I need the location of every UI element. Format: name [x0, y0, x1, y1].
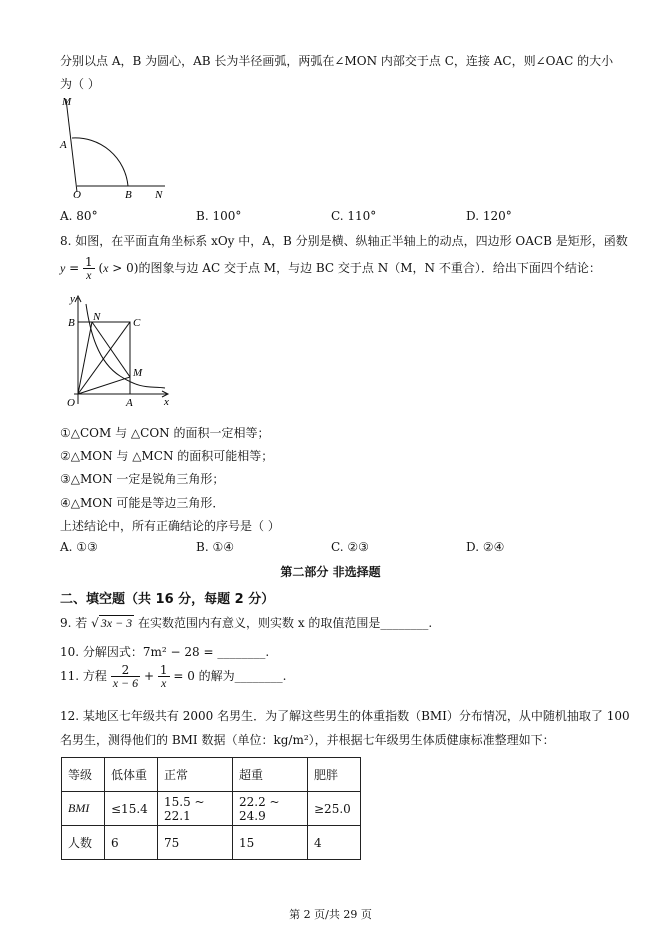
- q11-frac1-den: x − 6: [112, 676, 139, 690]
- seg-om: [78, 377, 130, 394]
- q8-question: 上述结论中，所有正确结论的序号是（ ）: [60, 519, 280, 533]
- seg-on: [78, 322, 92, 394]
- table-row: [62, 826, 361, 860]
- table-cell: 人数: [62, 826, 105, 860]
- q10: 10. 分解因式：7m² − 28 = ________.: [60, 645, 270, 659]
- q7-text-line2: 为（ ）: [60, 77, 100, 91]
- label-a8: A: [126, 397, 133, 409]
- ray-om: [66, 99, 77, 192]
- table-cell: 超重: [233, 758, 308, 792]
- q8-figure: [60, 292, 175, 412]
- label-x8: x: [164, 396, 169, 408]
- q8-text-line1: 8. 如图，在平面直角坐标系 xOy 中，A，B 分别是横、纵轴正半轴上的动点，四边形 OACB 是矩形，函数: [60, 234, 628, 248]
- q11-suffix: = 0 的解为________.: [173, 669, 287, 683]
- label-n: N: [155, 189, 163, 201]
- label-m: M: [62, 96, 72, 108]
- q8-text-line2: y = $\frac{1}{x}$ (x > 0)的图象与边 AC 交于点 M，与边 BC 交于点 N（M，N 不重合）．给出下面四个结论：: [60, 255, 601, 282]
- table-cell: 正常: [158, 758, 233, 792]
- page-footer: 第 2 页/共 29 页: [289, 908, 372, 921]
- q11-frac2-den: x: [161, 676, 167, 690]
- part2-title: 第二部分 非选择题: [280, 565, 381, 579]
- table-cell: BMI: [62, 792, 105, 826]
- q8-option-c: C. ②③: [331, 540, 369, 554]
- q8-option-d: D. ②④: [466, 540, 505, 554]
- table-cell: 75: [158, 826, 233, 860]
- label-m8: M: [133, 367, 143, 379]
- label-c8: C: [133, 317, 141, 329]
- table-cell: ≥25.0: [308, 792, 361, 826]
- table-cell: 4: [308, 826, 361, 860]
- q7-figure: [55, 94, 175, 204]
- table-row: [62, 758, 361, 792]
- label-n8: N: [93, 311, 101, 323]
- q11: [60, 664, 287, 689]
- label-o8: O: [67, 397, 75, 409]
- q12-text-line2: 名男生，测得他们的 BMI 数据（单位：kg/m²），并根据七年级男生体质健康标准整理如下：: [60, 733, 555, 747]
- table-cell: 15: [233, 826, 308, 860]
- q7-option-b: B. 100°: [196, 209, 242, 223]
- label-o: O: [73, 189, 81, 201]
- table-row: [62, 792, 361, 826]
- bmi-table: [61, 757, 361, 860]
- label-y: y: [70, 293, 75, 305]
- table-cell: ≤15.4: [105, 792, 158, 826]
- q9-radicand: 3x − 3: [100, 616, 133, 630]
- table-cell: 6: [105, 826, 158, 860]
- table-cell: 低体重: [105, 758, 158, 792]
- label-a: A: [60, 139, 67, 151]
- q11-plus: +: [144, 669, 155, 683]
- label-b: B: [125, 189, 132, 201]
- q7-option-c: C. 110°: [331, 209, 377, 223]
- section2-title: 二、填空题（共 16 分，每题 2 分）: [60, 592, 275, 607]
- q9-prefix: 9. 若: [60, 616, 88, 630]
- q8-statement-3: ③△MON 一定是锐角三角形；: [60, 472, 225, 486]
- label-b8: B: [68, 317, 75, 329]
- q11-frac1-num: 2: [111, 664, 140, 677]
- q9: 9. 若 √ 3x − 3 在实数范围内有意义，则实数 x 的取值范围是________.: [60, 616, 433, 630]
- arc: [72, 138, 128, 186]
- q7-option-d: D. 120°: [466, 209, 512, 223]
- q7-option-a: A. 80°: [60, 209, 98, 223]
- q7-text-line1: 分别以点 A，B 为圆心，AB 长为半径画弧，两弧在∠MON 内部交于点 C，连接 AC，则∠OAC 的大小: [60, 54, 614, 68]
- q8-statement-1: ①△COM 与 △CON 的面积一定相等；: [60, 426, 270, 440]
- q8-line2-rest: 的图象与边 AC 交于点 M，与边 BC 交于点 N（M，N 不重合）．给出下面四个结论：: [138, 261, 601, 275]
- q9-suffix: 在实数范围内有意义，则实数 x 的取值范围是________.: [138, 616, 433, 630]
- table-cell: 等级: [62, 758, 105, 792]
- q8-option-b: B. ①④: [196, 540, 234, 554]
- q11-frac2-num: 1: [159, 663, 168, 677]
- seg-oc: [78, 322, 130, 394]
- table-cell: 22.2 ~ 24.9: [233, 792, 308, 826]
- table-cell: 肥胖: [308, 758, 361, 792]
- q8-option-a: A. ①③: [60, 540, 98, 554]
- table-cell: 15.5 ~ 22.1: [158, 792, 233, 826]
- q8-statement-2: ②△MON 与 △MCN 的面积可能相等；: [60, 449, 274, 463]
- q8-statement-4: ④△MON 可能是等边三角形．: [60, 496, 225, 510]
- q11-prefix: 11. 方程: [60, 669, 107, 683]
- q12-text-line1: 12. 某地区七年级共有 2000 名男生．为了解这些男生的体重指数（BMI）分布情况，从中随机抽取了 100: [60, 709, 630, 723]
